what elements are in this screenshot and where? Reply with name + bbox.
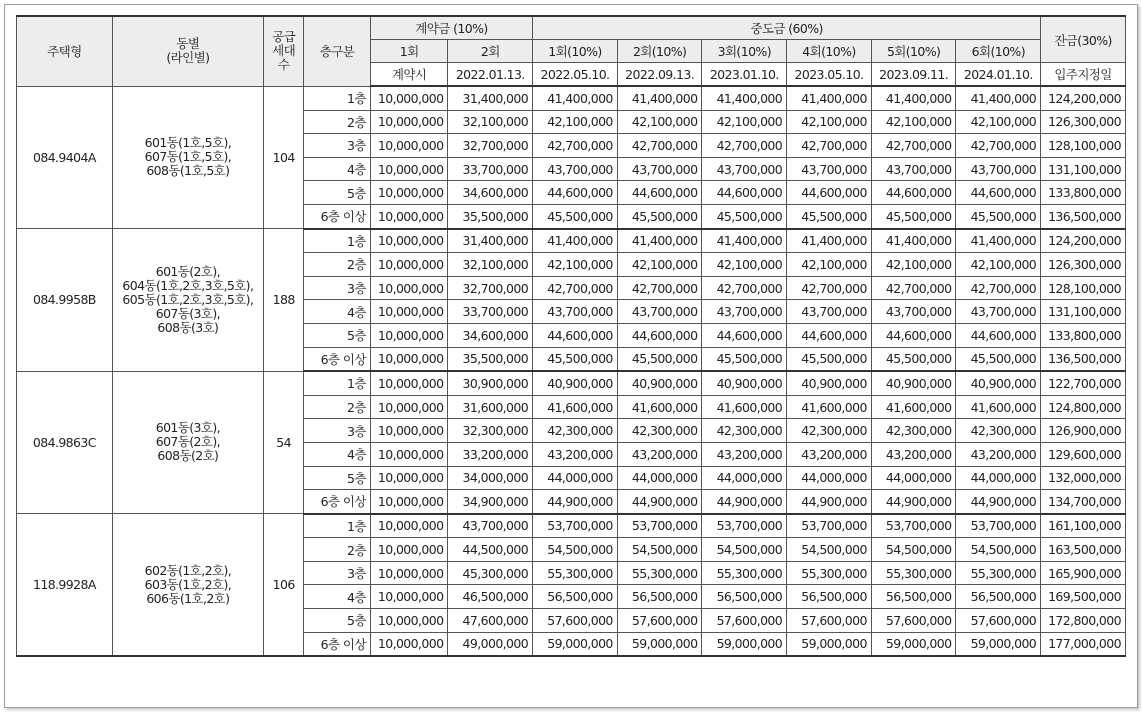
cell-middle-payment: 42,700,000 (787, 276, 872, 300)
cell-middle-payment: 44,600,000 (617, 323, 702, 347)
cell-floor: 6층 이상 (304, 347, 371, 371)
header-date: 2023.05.10. (787, 63, 872, 87)
cell-contract-2: 33,700,000 (448, 300, 533, 324)
cell-contract-2: 32,100,000 (448, 253, 533, 277)
cell-middle-payment: 42,100,000 (702, 110, 787, 134)
cell-balance: 124,200,000 (1041, 229, 1126, 253)
header-floor: 층구분 (304, 16, 371, 86)
cell-floor: 5층 (304, 466, 371, 490)
table-row (17, 371, 1126, 395)
cell-middle-payment: 45,500,000 (617, 347, 702, 371)
cell-floor: 1층 (304, 371, 371, 395)
cell-middle-payment: 55,300,000 (702, 561, 787, 585)
cell-contract-2: 32,700,000 (448, 276, 533, 300)
cell-contract-1: 10,000,000 (370, 204, 448, 228)
header-date: 2023.09.11. (871, 63, 956, 87)
cell-contract-2: 47,600,000 (448, 609, 533, 633)
cell-middle-payment: 45,500,000 (533, 204, 618, 228)
cell-middle-payment: 44,000,000 (956, 466, 1041, 490)
cell-middle-payment: 43,700,000 (871, 300, 956, 324)
cell-middle-payment: 43,700,000 (533, 157, 618, 181)
cell-middle-payment: 56,500,000 (617, 585, 702, 609)
cell-contract-2: 34,600,000 (448, 323, 533, 347)
cell-dong: 601동(1호,5호), 607동(1호,5호), 608동(1호,5호) (112, 86, 263, 229)
cell-middle-payment: 59,000,000 (787, 632, 872, 656)
cell-middle-payment: 53,700,000 (871, 514, 956, 538)
cell-middle-payment: 53,700,000 (533, 514, 618, 538)
cell-middle-payment: 45,500,000 (956, 347, 1041, 371)
cell-middle-payment: 43,700,000 (617, 300, 702, 324)
cell-middle-payment: 44,900,000 (787, 490, 872, 514)
cell-floor: 2층 (304, 110, 371, 134)
cell-middle-payment: 41,400,000 (956, 229, 1041, 253)
cell-middle-payment: 41,600,000 (702, 395, 787, 419)
cell-middle-payment: 44,000,000 (787, 466, 872, 490)
cell-middle-payment: 59,000,000 (871, 632, 956, 656)
cell-middle-payment: 44,600,000 (871, 323, 956, 347)
header-balance: 잔금(30%) (1041, 16, 1126, 63)
cell-middle-payment: 40,900,000 (787, 371, 872, 395)
cell-housing-type: 084.9863C (17, 371, 113, 514)
cell-contract-2: 46,500,000 (448, 585, 533, 609)
cell-middle-payment: 44,900,000 (871, 490, 956, 514)
cell-middle-payment: 42,300,000 (871, 419, 956, 443)
cell-balance: 128,100,000 (1041, 134, 1126, 158)
cell-contract-1: 10,000,000 (370, 181, 448, 205)
cell-middle-payment: 42,700,000 (702, 276, 787, 300)
cell-floor: 2층 (304, 538, 371, 562)
cell-balance: 131,100,000 (1041, 157, 1126, 181)
cell-balance: 124,200,000 (1041, 86, 1126, 110)
cell-middle-payment: 57,600,000 (956, 609, 1041, 633)
cell-middle-payment: 45,500,000 (787, 204, 872, 228)
cell-floor: 4층 (304, 442, 371, 466)
cell-middle-payment: 42,700,000 (956, 134, 1041, 158)
cell-balance: 124,800,000 (1041, 395, 1126, 419)
cell-middle-payment: 44,900,000 (533, 490, 618, 514)
cell-floor: 3층 (304, 276, 371, 300)
cell-floor: 6층 이상 (304, 490, 371, 514)
cell-contract-1: 10,000,000 (370, 110, 448, 134)
cell-middle-payment: 41,600,000 (871, 395, 956, 419)
cell-middle-payment: 54,500,000 (956, 538, 1041, 562)
cell-middle-payment: 43,200,000 (533, 442, 618, 466)
cell-floor: 5층 (304, 609, 371, 633)
cell-middle-payment: 42,300,000 (617, 419, 702, 443)
cell-contract-1: 10,000,000 (370, 442, 448, 466)
cell-contract-1: 10,000,000 (370, 157, 448, 181)
cell-middle-payment: 53,700,000 (617, 514, 702, 538)
cell-floor: 3층 (304, 419, 371, 443)
cell-contract-2: 31,400,000 (448, 229, 533, 253)
cell-middle-payment: 59,000,000 (533, 632, 618, 656)
document-frame (4, 4, 1138, 708)
cell-middle-payment: 59,000,000 (702, 632, 787, 656)
cell-middle-payment: 44,600,000 (871, 181, 956, 205)
cell-middle-payment: 45,500,000 (702, 204, 787, 228)
table-row (17, 229, 1126, 253)
cell-middle-payment: 55,300,000 (787, 561, 872, 585)
cell-middle-payment: 42,700,000 (871, 276, 956, 300)
cell-middle-payment: 41,400,000 (533, 229, 618, 253)
table-header (17, 16, 1126, 86)
cell-middle-payment: 41,600,000 (956, 395, 1041, 419)
cell-contract-1: 10,000,000 (370, 561, 448, 585)
cell-supply-units: 106 (263, 514, 303, 657)
cell-middle-payment: 54,500,000 (871, 538, 956, 562)
cell-contract-1: 10,000,000 (370, 514, 448, 538)
cell-middle-payment: 55,300,000 (871, 561, 956, 585)
cell-balance: 177,000,000 (1041, 632, 1126, 656)
cell-middle-payment: 54,500,000 (533, 538, 618, 562)
cell-middle-payment: 55,300,000 (956, 561, 1041, 585)
cell-balance: 136,500,000 (1041, 204, 1126, 228)
cell-contract-2: 49,000,000 (448, 632, 533, 656)
cell-middle-payment: 42,700,000 (702, 134, 787, 158)
cell-middle-payment: 44,600,000 (702, 323, 787, 347)
cell-middle-payment: 42,100,000 (787, 253, 872, 277)
cell-middle-payment: 42,300,000 (702, 419, 787, 443)
cell-middle-payment: 44,000,000 (617, 466, 702, 490)
cell-contract-1: 10,000,000 (370, 347, 448, 371)
cell-contract-1: 10,000,000 (370, 490, 448, 514)
cell-middle-payment: 45,500,000 (956, 204, 1041, 228)
cell-middle-payment: 59,000,000 (617, 632, 702, 656)
cell-contract-1: 10,000,000 (370, 632, 448, 656)
cell-middle-payment: 55,300,000 (533, 561, 618, 585)
cell-middle-payment: 41,400,000 (617, 86, 702, 110)
header-middle-col: 6회(10%) (956, 40, 1041, 63)
cell-contract-2: 32,700,000 (448, 134, 533, 158)
header-dong: 동별 (라인별) (112, 16, 263, 86)
cell-contract-2: 33,700,000 (448, 157, 533, 181)
cell-balance: 132,000,000 (1041, 466, 1126, 490)
header-middle-col: 5회(10%) (871, 40, 956, 63)
cell-middle-payment: 40,900,000 (871, 371, 956, 395)
cell-middle-payment: 43,200,000 (617, 442, 702, 466)
cell-middle-payment: 45,500,000 (871, 204, 956, 228)
cell-middle-payment: 57,600,000 (871, 609, 956, 633)
cell-middle-payment: 43,700,000 (787, 157, 872, 181)
cell-floor: 5층 (304, 181, 371, 205)
header-date: 2024.01.10. (956, 63, 1041, 87)
cell-middle-payment: 45,500,000 (533, 347, 618, 371)
cell-contract-1: 10,000,000 (370, 585, 448, 609)
cell-middle-payment: 43,700,000 (533, 300, 618, 324)
cell-contract-2: 44,500,000 (448, 538, 533, 562)
cell-middle-payment: 53,700,000 (956, 514, 1041, 538)
cell-middle-payment: 42,100,000 (702, 253, 787, 277)
cell-middle-payment: 42,100,000 (871, 253, 956, 277)
cell-middle-payment: 43,700,000 (871, 157, 956, 181)
cell-balance: 133,800,000 (1041, 323, 1126, 347)
cell-middle-payment: 41,400,000 (702, 229, 787, 253)
cell-floor: 4층 (304, 157, 371, 181)
cell-middle-payment: 44,900,000 (617, 490, 702, 514)
cell-floor: 2층 (304, 253, 371, 277)
cell-middle-payment: 57,600,000 (787, 609, 872, 633)
cell-middle-payment: 41,400,000 (787, 229, 872, 253)
cell-floor: 3층 (304, 561, 371, 585)
header-date: 입주지정일 (1041, 63, 1126, 87)
cell-contract-1: 10,000,000 (370, 371, 448, 395)
table-row (17, 514, 1126, 538)
cell-middle-payment: 42,100,000 (533, 253, 618, 277)
table-body (17, 86, 1126, 656)
cell-middle-payment: 43,200,000 (956, 442, 1041, 466)
cell-balance: 163,500,000 (1041, 538, 1126, 562)
cell-balance: 165,900,000 (1041, 561, 1126, 585)
cell-middle-payment: 56,500,000 (956, 585, 1041, 609)
cell-dong: 601동(2호), 604동(1호,2호,3호,5호), 605동(1호,2호,3호,5호), 607동(3호), 608동(3호) (112, 229, 263, 372)
cell-balance: 126,900,000 (1041, 419, 1126, 443)
cell-middle-payment: 40,900,000 (956, 371, 1041, 395)
cell-middle-payment: 41,400,000 (533, 86, 618, 110)
header-contract-group: 계약금 (10%) (370, 16, 532, 40)
cell-middle-payment: 44,600,000 (956, 323, 1041, 347)
cell-middle-payment: 43,700,000 (956, 157, 1041, 181)
cell-middle-payment: 43,700,000 (956, 300, 1041, 324)
cell-middle-payment: 41,400,000 (702, 86, 787, 110)
cell-middle-payment: 42,700,000 (956, 276, 1041, 300)
cell-dong: 602동(1호,2호), 603동(1호,2호), 606동(1호,2호) (112, 514, 263, 657)
cell-contract-2: 33,200,000 (448, 442, 533, 466)
cell-middle-payment: 53,700,000 (787, 514, 872, 538)
cell-middle-payment: 57,600,000 (702, 609, 787, 633)
cell-balance: 134,700,000 (1041, 490, 1126, 514)
cell-middle-payment: 42,700,000 (533, 276, 618, 300)
cell-contract-2: 34,900,000 (448, 490, 533, 514)
cell-middle-payment: 40,900,000 (702, 371, 787, 395)
cell-middle-payment: 41,600,000 (787, 395, 872, 419)
cell-middle-payment: 42,100,000 (617, 253, 702, 277)
cell-floor: 3층 (304, 134, 371, 158)
cell-middle-payment: 41,400,000 (956, 86, 1041, 110)
cell-floor: 4층 (304, 300, 371, 324)
cell-contract-2: 35,500,000 (448, 204, 533, 228)
cell-floor: 1층 (304, 514, 371, 538)
cell-middle-payment: 43,700,000 (702, 300, 787, 324)
cell-housing-type: 084.9404A (17, 86, 113, 229)
cell-middle-payment: 41,400,000 (787, 86, 872, 110)
cell-middle-payment: 42,100,000 (617, 110, 702, 134)
cell-middle-payment: 44,600,000 (956, 181, 1041, 205)
cell-middle-payment: 41,400,000 (871, 86, 956, 110)
cell-contract-2: 31,600,000 (448, 395, 533, 419)
cell-middle-payment: 42,300,000 (533, 419, 618, 443)
cell-contract-1: 10,000,000 (370, 395, 448, 419)
cell-middle-payment: 57,600,000 (617, 609, 702, 633)
cell-contract-1: 10,000,000 (370, 86, 448, 110)
cell-middle-payment: 42,100,000 (533, 110, 618, 134)
cell-middle-payment: 56,500,000 (787, 585, 872, 609)
cell-middle-payment: 54,500,000 (617, 538, 702, 562)
cell-middle-payment: 44,000,000 (702, 466, 787, 490)
cell-middle-payment: 42,700,000 (871, 134, 956, 158)
cell-middle-payment: 57,600,000 (533, 609, 618, 633)
cell-floor: 4층 (304, 585, 371, 609)
cell-floor: 1층 (304, 229, 371, 253)
cell-balance: 136,500,000 (1041, 347, 1126, 371)
cell-contract-1: 10,000,000 (370, 229, 448, 253)
cell-middle-payment: 56,500,000 (871, 585, 956, 609)
cell-middle-payment: 44,600,000 (533, 323, 618, 347)
cell-middle-payment: 54,500,000 (787, 538, 872, 562)
cell-middle-payment: 43,200,000 (702, 442, 787, 466)
cell-balance: 172,800,000 (1041, 609, 1126, 633)
cell-contract-1: 10,000,000 (370, 609, 448, 633)
cell-contract-1: 10,000,000 (370, 419, 448, 443)
cell-balance: 129,600,000 (1041, 442, 1126, 466)
cell-floor: 1층 (304, 86, 371, 110)
cell-middle-payment: 42,100,000 (956, 253, 1041, 277)
cell-contract-1: 10,000,000 (370, 300, 448, 324)
cell-contract-1: 10,000,000 (370, 253, 448, 277)
cell-floor: 2층 (304, 395, 371, 419)
cell-contract-2: 34,600,000 (448, 181, 533, 205)
cell-middle-payment: 45,500,000 (702, 347, 787, 371)
cell-contract-2: 45,300,000 (448, 561, 533, 585)
cell-middle-payment: 42,300,000 (787, 419, 872, 443)
header-housing-type: 주택형 (17, 16, 113, 86)
cell-contract-2: 35,500,000 (448, 347, 533, 371)
header-date: 2022.05.10. (533, 63, 618, 87)
cell-middle-payment: 42,700,000 (617, 134, 702, 158)
cell-housing-type: 118.9928A (17, 514, 113, 657)
cell-middle-payment: 56,500,000 (533, 585, 618, 609)
payment-schedule-table (16, 15, 1126, 657)
cell-balance: 126,300,000 (1041, 253, 1126, 277)
cell-contract-2: 43,700,000 (448, 514, 533, 538)
cell-housing-type: 084.9958B (17, 229, 113, 372)
cell-contract-1: 10,000,000 (370, 276, 448, 300)
header-date: 2023.01.10. (702, 63, 787, 87)
header-contract-col: 2회 (448, 40, 533, 63)
cell-balance: 122,700,000 (1041, 371, 1126, 395)
cell-supply-units: 188 (263, 229, 303, 372)
header-middle-col: 1회(10%) (533, 40, 618, 63)
cell-middle-payment: 44,600,000 (787, 323, 872, 347)
cell-middle-payment: 53,700,000 (702, 514, 787, 538)
cell-middle-payment: 59,000,000 (956, 632, 1041, 656)
header-supply-units: 공급 세대 수 (263, 16, 303, 86)
header-middle-col: 2회(10%) (617, 40, 702, 63)
cell-middle-payment: 42,700,000 (533, 134, 618, 158)
cell-middle-payment: 41,400,000 (617, 229, 702, 253)
cell-middle-payment: 42,100,000 (871, 110, 956, 134)
cell-contract-1: 10,000,000 (370, 134, 448, 158)
cell-middle-payment: 44,600,000 (787, 181, 872, 205)
cell-floor: 6층 이상 (304, 632, 371, 656)
cell-balance: 133,800,000 (1041, 181, 1126, 205)
cell-contract-2: 32,100,000 (448, 110, 533, 134)
header-middle-col: 4회(10%) (787, 40, 872, 63)
cell-middle-payment: 45,500,000 (617, 204, 702, 228)
cell-contract-2: 32,300,000 (448, 419, 533, 443)
cell-middle-payment: 40,900,000 (617, 371, 702, 395)
cell-middle-payment: 55,300,000 (617, 561, 702, 585)
cell-middle-payment: 56,500,000 (702, 585, 787, 609)
cell-balance: 126,300,000 (1041, 110, 1126, 134)
cell-middle-payment: 45,500,000 (787, 347, 872, 371)
cell-middle-payment: 44,000,000 (871, 466, 956, 490)
cell-middle-payment: 43,200,000 (871, 442, 956, 466)
cell-middle-payment: 42,700,000 (617, 276, 702, 300)
table-row (17, 86, 1126, 110)
cell-middle-payment: 44,600,000 (702, 181, 787, 205)
cell-contract-2: 31,400,000 (448, 86, 533, 110)
cell-contract-1: 10,000,000 (370, 323, 448, 347)
cell-middle-payment: 44,600,000 (533, 181, 618, 205)
header-date: 2022.01.13. (448, 63, 533, 87)
cell-supply-units: 54 (263, 371, 303, 514)
cell-balance: 161,100,000 (1041, 514, 1126, 538)
cell-balance: 169,500,000 (1041, 585, 1126, 609)
cell-middle-payment: 44,000,000 (533, 466, 618, 490)
cell-middle-payment: 45,500,000 (871, 347, 956, 371)
header-middle-col: 3회(10%) (702, 40, 787, 63)
header-date: 2022.09.13. (617, 63, 702, 87)
cell-middle-payment: 43,700,000 (617, 157, 702, 181)
cell-middle-payment: 43,200,000 (787, 442, 872, 466)
cell-middle-payment: 41,600,000 (533, 395, 618, 419)
cell-middle-payment: 44,600,000 (617, 181, 702, 205)
cell-balance: 128,100,000 (1041, 276, 1126, 300)
cell-contract-2: 34,000,000 (448, 466, 533, 490)
cell-middle-payment: 43,700,000 (702, 157, 787, 181)
cell-middle-payment: 42,700,000 (787, 134, 872, 158)
header-middle-group: 중도금 (60%) (533, 16, 1041, 40)
cell-contract-1: 10,000,000 (370, 466, 448, 490)
cell-middle-payment: 43,700,000 (787, 300, 872, 324)
cell-middle-payment: 54,500,000 (702, 538, 787, 562)
cell-contract-2: 30,900,000 (448, 371, 533, 395)
cell-middle-payment: 41,600,000 (617, 395, 702, 419)
header-date: 계약시 (370, 63, 448, 87)
cell-floor: 5층 (304, 323, 371, 347)
cell-middle-payment: 42,100,000 (956, 110, 1041, 134)
cell-contract-1: 10,000,000 (370, 538, 448, 562)
cell-middle-payment: 44,900,000 (702, 490, 787, 514)
cell-middle-payment: 44,900,000 (956, 490, 1041, 514)
cell-supply-units: 104 (263, 86, 303, 229)
cell-middle-payment: 42,100,000 (787, 110, 872, 134)
cell-floor: 6층 이상 (304, 204, 371, 228)
header-contract-col: 1회 (370, 40, 448, 63)
cell-dong: 601동(3호), 607동(2호), 608동(2호) (112, 371, 263, 514)
cell-middle-payment: 40,900,000 (533, 371, 618, 395)
cell-middle-payment: 42,300,000 (956, 419, 1041, 443)
cell-balance: 131,100,000 (1041, 300, 1126, 324)
cell-middle-payment: 41,400,000 (871, 229, 956, 253)
